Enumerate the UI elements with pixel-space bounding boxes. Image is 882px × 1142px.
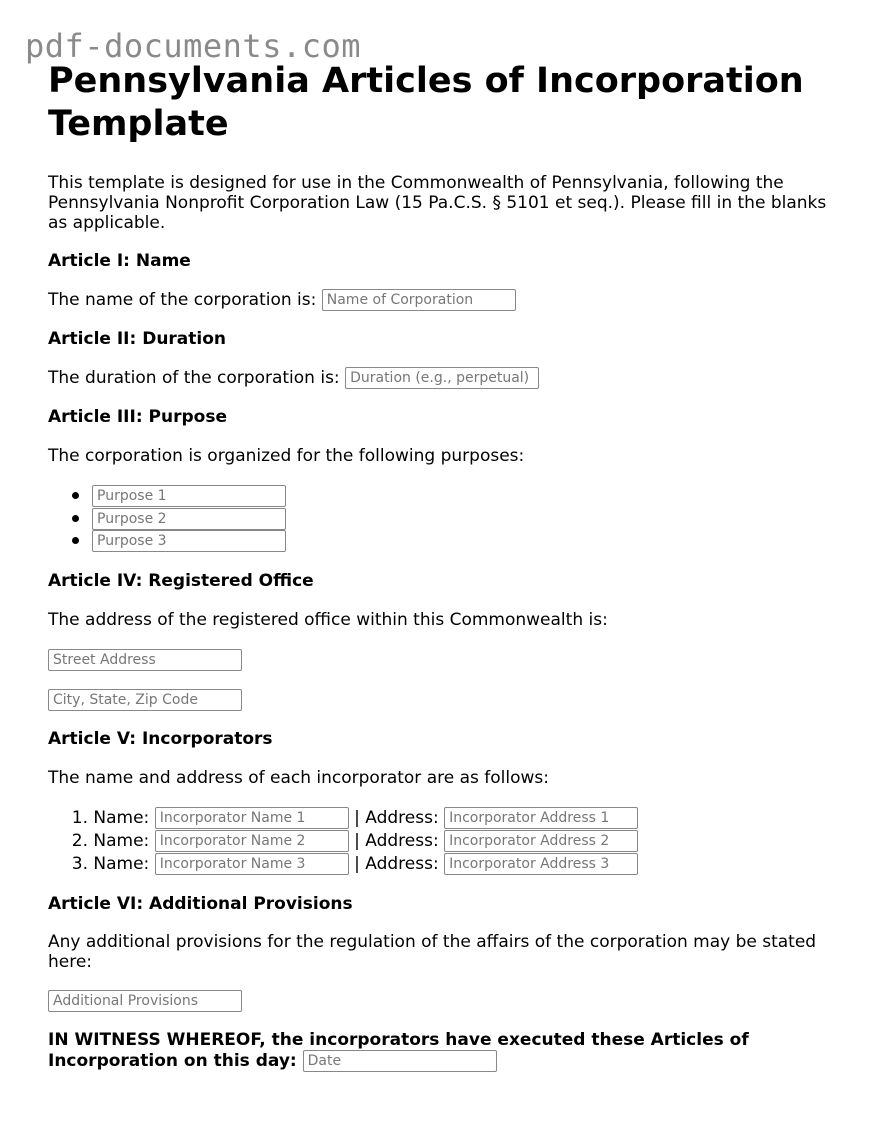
article-2-text: The duration of the corporation is: — [48, 368, 340, 388]
address-label: | Address: — [354, 808, 439, 829]
article-4-text: The address of the registered office within this Commonwealth is: — [48, 610, 608, 631]
additional-provisions-input[interactable] — [48, 990, 242, 1012]
document-body — [48, 60, 848, 1072]
incorporator-2-name-input[interactable] — [155, 830, 349, 852]
street-address-row — [48, 649, 848, 671]
name-label: Name: — [93, 808, 150, 829]
article-3-heading: Article III: Purpose — [48, 407, 227, 427]
address-label: | Address: — [354, 831, 439, 852]
additional-provisions-row — [48, 990, 848, 1012]
incorporator-1-address-input[interactable] — [444, 807, 638, 829]
duration-input[interactable] — [345, 367, 539, 389]
article-6-heading: Article VI: Additional Provisions — [48, 894, 353, 915]
witness-statement — [48, 1030, 848, 1072]
article-5-text: The name and address of each incorporator are as follows: — [48, 768, 549, 789]
article-1-text: The name of the corporation is: — [48, 290, 317, 310]
article-6-text: Any additional provisions for the regulation of the affairs of the corporation may be stated here: — [48, 932, 817, 973]
name-label: Name: — [93, 831, 150, 852]
incorporator-number: 1. — [71, 808, 88, 829]
purpose-1-input[interactable] — [92, 485, 286, 507]
incorporator-list — [48, 807, 848, 876]
purpose-2-input[interactable] — [92, 508, 286, 530]
purpose-list — [48, 485, 848, 553]
date-input[interactable] — [303, 1050, 497, 1072]
incorporator-number: 3. — [71, 854, 88, 875]
article-2-heading: Article II: Duration — [48, 329, 227, 349]
incorporator-number: 2. — [71, 831, 88, 852]
witness-text: IN WITNESS WHEREOF, the incorporators have executed these Articles of Incorporation on this day: — [48, 1030, 749, 1072]
article-5-heading: Article V: Incorporators — [48, 729, 273, 750]
incorporator-row — [48, 853, 848, 876]
article-2-line — [48, 367, 848, 389]
purpose-3-input[interactable] — [92, 530, 286, 552]
incorporator-2-address-input[interactable] — [444, 830, 638, 852]
page-title: Pennsylvania Articles of Incorporation Template — [48, 61, 804, 144]
city-state-zip-row — [48, 689, 848, 711]
incorporator-1-name-input[interactable] — [155, 807, 349, 829]
address-label: | Address: — [354, 854, 439, 875]
intro-paragraph: This template is designed for use in the Commonwealth of Pennsylvania, following the Pennsylvania Nonprofit Corporation Law (15 Pa.C.S. § 5101 et seq.). Please fill in the blanks as applicable. — [48, 173, 827, 233]
article-3-text: The corporation is organized for the following purposes: — [48, 446, 525, 466]
name-label: Name: — [93, 854, 150, 875]
corporation-name-input[interactable] — [322, 289, 516, 311]
street-address-input[interactable] — [48, 649, 242, 671]
incorporator-row — [48, 807, 848, 830]
city-state-zip-input[interactable] — [48, 689, 242, 711]
incorporator-3-address-input[interactable] — [444, 853, 638, 875]
article-1-heading: Article I: Name — [48, 251, 191, 271]
purpose-item — [48, 508, 848, 531]
article-1-line — [48, 289, 848, 311]
incorporator-row — [48, 830, 848, 853]
article-4-heading: Article IV: Registered Office — [48, 571, 314, 592]
watermark: pdf-documents.com — [25, 27, 362, 65]
purpose-item — [48, 530, 848, 553]
incorporator-3-name-input[interactable] — [155, 853, 349, 875]
purpose-item — [48, 485, 848, 508]
